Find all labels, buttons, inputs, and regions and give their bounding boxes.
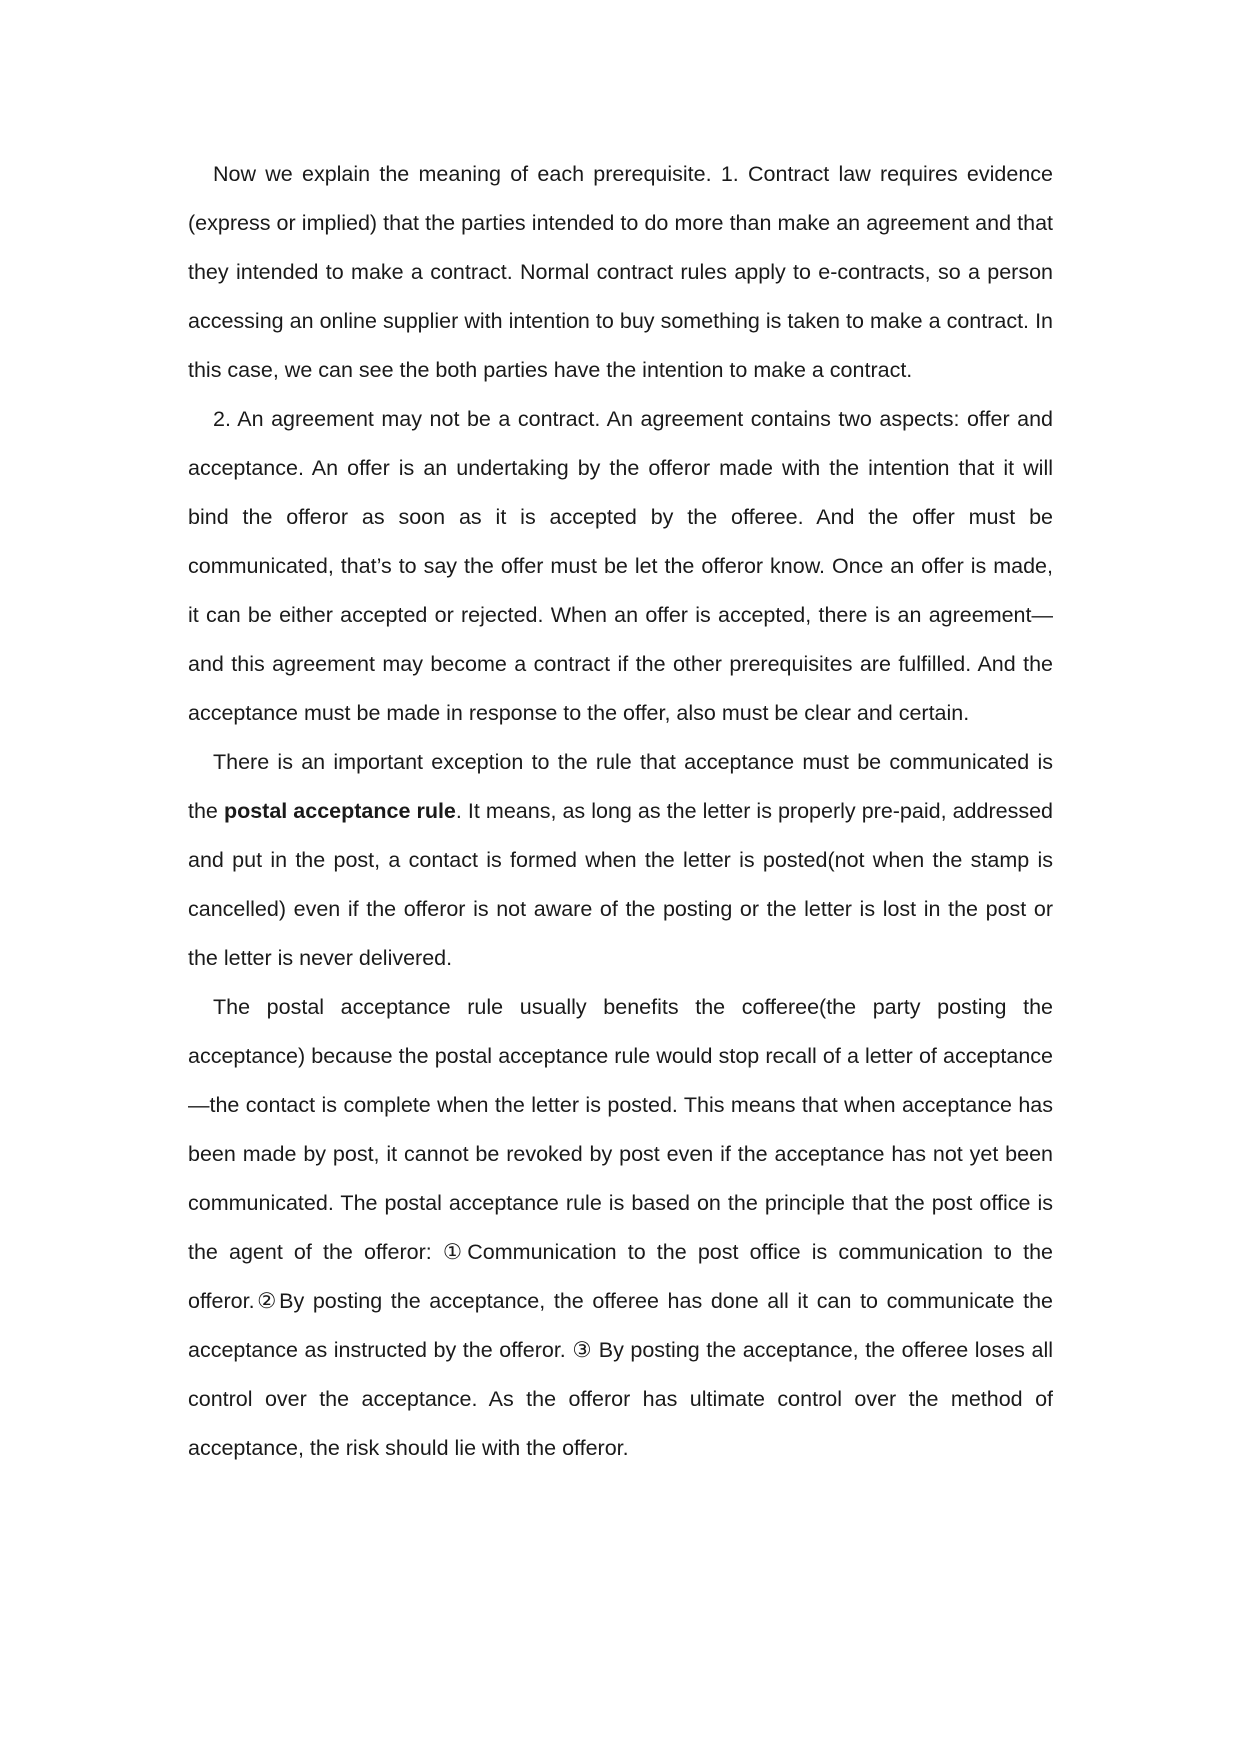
- document-body: [188, 150, 1053, 1473]
- paragraph-prerequisites-intention: Now we explain the meaning of each prerequisite. 1. Contract law requires evidence (express or implied) that the parties intended to do more than make an agreement and that they intended to make a contract. Normal contract rules apply to e-contracts, so a person accessing an online supplier with intention to buy something is taken to make a contract. In this case, we can see the both parties have the intention to make a contract.: [188, 162, 1053, 382]
- bold-term-postal-acceptance-rule: postal acceptance rule: [223, 799, 456, 823]
- paragraph-postal-acceptance-benefits: The postal acceptance rule usually benefits the cofferee(the party posting the acceptance) because the postal acceptance rule would stop recall of a letter of acceptance—the contact is complete when the letter is posted. This means that when acceptance has been made by post, it cannot be revoked by post even if the acceptance has not yet been communicated. The postal acceptance rule is based on the principle that the post office is the agent of the offeror: ①Communication to the post office is communication to the offeror.②By posting the acceptance, the offeree has done all it can to communicate the acceptance as instructed by the offeror. ③ By posting the acceptance, the offeree loses all control over the acceptance. As the offeror has ultimate control over the method of acceptance, the risk should lie with the offeror.: [188, 995, 1053, 1460]
- paragraph-text-after-term: . It means, as long as the letter is properly pre-paid, addressed and put in the post, a contact is formed when the letter is posted(not when the stamp is cancelled) even if the offeror is not aware of the posting or the letter is lost in the post or the letter is never delivered.: [188, 799, 1053, 970]
- paragraph-postal-acceptance-exception: [188, 738, 1053, 983]
- paragraph-agreement-offer-acceptance: 2. An agreement may not be a contract. An agreement contains two aspects: offer and acceptance. An offer is an undertaking by the offeror made with the intention that it will bind the offeror as soon as it is accepted by the offeree. And the offer must be communicated, that’s to say the offer must be let the offeror know. Once an offer is made, it can be either accepted or rejected. When an offer is accepted, there is an agreement—and this agreement may become a contract if the other prerequisites are fulfilled. And the acceptance must be made in response to the offer, also must be clear and certain.: [188, 407, 1053, 725]
- paragraph-text-before-term: There is an important exception to the rule that acceptance must be communicated is the: [188, 750, 1053, 823]
